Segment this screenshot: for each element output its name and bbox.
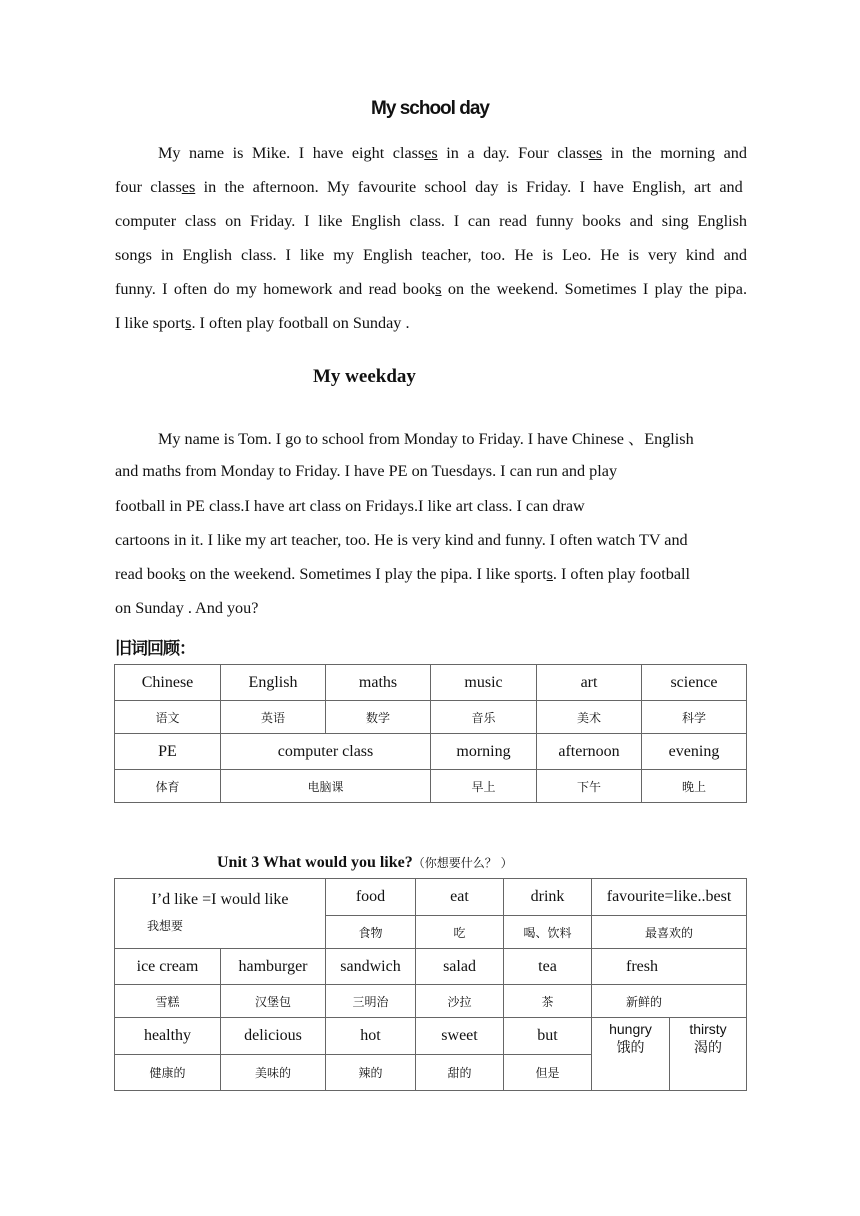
- vocab-cell: music: [431, 665, 537, 701]
- text-run: My name is Mike. I have eight class: [158, 144, 425, 162]
- underlined-text: s: [179, 565, 186, 583]
- paragraph-line: [115, 212, 747, 231]
- table-row: [115, 701, 747, 734]
- vocab-cell: 语文: [115, 701, 221, 734]
- vocab-cell: sweet: [416, 1018, 504, 1055]
- paragraph-line: [115, 178, 743, 197]
- text-run: songs in English class. I like my English teacher, too. He is Leo. He is very kind and: [115, 246, 747, 264]
- vocab-cell: ice cream: [115, 949, 221, 985]
- table-row: [115, 665, 747, 701]
- paragraph-line: [158, 144, 747, 163]
- underlined-text: es: [181, 178, 196, 196]
- vocab-cell: 雪糕: [115, 985, 221, 1018]
- hungry-zh: 饿的: [616, 1039, 645, 1055]
- vocab-cell: 美味的: [221, 1055, 326, 1091]
- unit3-vocab-table: [114, 878, 747, 1091]
- thirsty-cell: [670, 1018, 747, 1091]
- underlined-text: s: [435, 280, 442, 298]
- vocab-cell: 下午: [537, 770, 642, 803]
- vocab-cell: evening: [642, 734, 747, 770]
- vocab-cell: 沙拉: [416, 985, 504, 1018]
- vocab-cell: 晚上: [642, 770, 747, 803]
- vocab-cell: English: [221, 665, 326, 701]
- vocab-cell: 音乐: [431, 701, 537, 734]
- vocab-cell: 三明治: [326, 985, 416, 1018]
- text-run: computer class on Friday. I like English class. I can read funny books and sing English: [115, 212, 747, 230]
- paragraph-line: [115, 246, 747, 265]
- vocab-cell: 吃: [416, 916, 504, 949]
- underlined-text: es: [424, 144, 438, 162]
- story1-title: My school day: [371, 98, 489, 119]
- vocab-cell: morning: [431, 734, 537, 770]
- vocab-cell: 喝、饮料: [504, 916, 592, 949]
- text-run: in a day. Four class: [437, 144, 589, 162]
- paragraph-line: [115, 531, 688, 550]
- thirsty-zh: 渴的: [694, 1039, 722, 1055]
- vocab-cell: 食物: [326, 916, 416, 949]
- vocab-cell: art: [537, 665, 642, 701]
- text-run: on Sunday . And you?: [115, 599, 259, 617]
- vocab-cell: science: [642, 665, 747, 701]
- underlined-text: s: [185, 314, 192, 332]
- vocab-cell: 早上: [431, 770, 537, 803]
- vocab-cell: 甜的: [416, 1055, 504, 1091]
- phrase-zh: 我想要: [147, 919, 184, 933]
- text-run: four class: [115, 178, 182, 196]
- text-run: My name is Tom. I go to school from Monday to Friday. I have Chinese 、English: [158, 430, 694, 448]
- vocab-cell: salad: [416, 949, 504, 985]
- vocab-cell: eat: [416, 879, 504, 916]
- table-row: [115, 770, 747, 803]
- text-run: I like sport: [115, 314, 186, 332]
- paragraph-line: [115, 314, 410, 333]
- table-row: [115, 985, 747, 1018]
- text-run: . I often play football on Sunday .: [191, 314, 410, 332]
- vocab-cell: afternoon: [537, 734, 642, 770]
- vocab-cell: 新鲜的: [592, 985, 747, 1018]
- text-run: in the morning and: [602, 144, 747, 162]
- vocab-cell: but: [504, 1018, 592, 1055]
- story2-title: My weekday: [313, 366, 416, 387]
- unit3-title: [217, 854, 513, 872]
- vocab-cell: computer class: [221, 734, 431, 770]
- vocab-cell: 科学: [642, 701, 747, 734]
- table-row: [115, 949, 747, 985]
- unit3-title-en: Unit 3 What would you like?: [217, 854, 413, 871]
- paragraph-line: [115, 462, 617, 481]
- vocab-cell: food: [326, 879, 416, 916]
- table-row: [115, 879, 747, 916]
- text-run: on the weekend. Sometimes I play the pipa. I like sport: [185, 565, 547, 583]
- vocab-cell: 英语: [221, 701, 326, 734]
- text-run: in the afternoon. My favourite school day is Friday. I have English, art and: [195, 178, 743, 196]
- underlined-text: es: [588, 144, 603, 162]
- vocab-cell: 健康的: [115, 1055, 221, 1091]
- vocab-cell: tea: [504, 949, 592, 985]
- paragraph-line: [115, 599, 258, 618]
- paragraph-line: [115, 280, 747, 299]
- thirsty-en: thirsty: [689, 1021, 727, 1037]
- vocab-cell: 汉堡包: [221, 985, 326, 1018]
- text-run: on the weekend. Sometimes I play the pipa.: [441, 280, 747, 298]
- table-row: [115, 1018, 747, 1055]
- vocab-cell: 茶: [504, 985, 592, 1018]
- vocab-cell: PE: [115, 734, 221, 770]
- vocab-cell: delicious: [221, 1018, 326, 1055]
- text-run: funny. I often do my homework and read book: [115, 280, 436, 298]
- text-run: and maths from Monday to Friday. I have PE on Tuesdays. I can run and play: [115, 462, 618, 480]
- text-run: read book: [115, 565, 180, 583]
- vocab-cell: drink: [504, 879, 592, 916]
- vocab-cell: Chinese: [115, 665, 221, 701]
- vocab-cell: hamburger: [221, 949, 326, 985]
- unit3-title-cn: （你想要什么？ ）: [412, 856, 513, 870]
- vocab-cell: 辣的: [326, 1055, 416, 1091]
- text-run: football in PE class.I have art class on Fridays.I like art class. I can draw: [115, 497, 585, 515]
- hungry-cell: [592, 1018, 670, 1091]
- underlined-text: s: [546, 565, 553, 583]
- phrase-en: I’d like =I would like: [151, 891, 289, 908]
- phrase-cell: [115, 879, 326, 949]
- paragraph-line: [115, 497, 585, 516]
- vocab-cell: 电脑课: [221, 770, 431, 803]
- review-heading: 旧词回顾：: [115, 639, 195, 659]
- table-row: [115, 734, 747, 770]
- vocab-cell: fresh: [592, 949, 747, 985]
- vocab-cell: 数学: [326, 701, 431, 734]
- vocab-cell: healthy: [115, 1018, 221, 1055]
- vocab-cell: sandwich: [326, 949, 416, 985]
- vocab-cell: favourite=like..best: [592, 879, 747, 916]
- paragraph-line: [158, 425, 694, 449]
- vocab-cell: 但是: [504, 1055, 592, 1091]
- vocab-cell: 体育: [115, 770, 221, 803]
- vocab-cell: hot: [326, 1018, 416, 1055]
- paragraph-line: [115, 565, 690, 584]
- hungry-en: hungry: [609, 1021, 652, 1037]
- vocab-cell: maths: [326, 665, 431, 701]
- vocab-cell: 最喜欢的: [592, 916, 747, 949]
- text-run: cartoons in it. I like my art teacher, too. He is very kind and funny. I often watch TV and: [115, 531, 688, 549]
- review-vocab-table: [114, 664, 747, 803]
- text-run: . I often play football: [552, 565, 691, 583]
- vocab-cell: 美术: [537, 701, 642, 734]
